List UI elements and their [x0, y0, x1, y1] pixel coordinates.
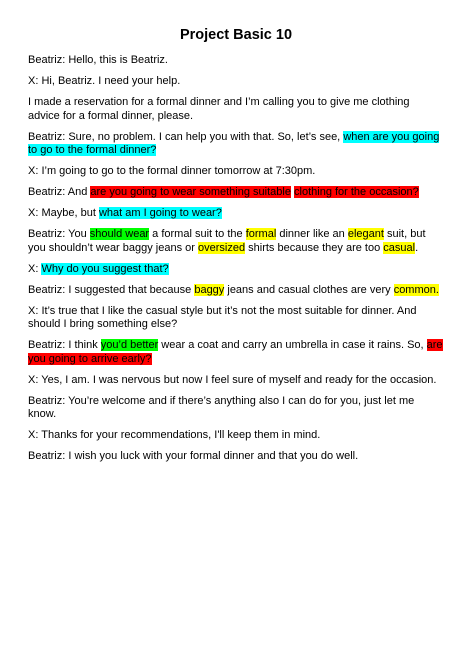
highlighted-text-yellow: baggy	[194, 283, 225, 296]
dialogue-paragraph	[28, 263, 444, 277]
dialogue-text: suit, but you shouldn’t wear baggy jeans or	[28, 228, 426, 254]
dialogue-text: Beatriz: You’re welcome and if there’s anything also I can do for you, just let me know.	[28, 394, 415, 420]
dialogue-text: Beatriz: I wish you luck with your formal dinner and that you do well.	[28, 450, 359, 462]
dialogue-text: Beatriz: Sure, no problem. I can help you with that. So, let’s see,	[28, 130, 344, 143]
dialogue-paragraph	[28, 374, 444, 388]
dialogue-paragraph	[28, 305, 444, 332]
highlighted-text-green: should wear	[89, 228, 150, 240]
dialogue-text: dinner like an	[276, 228, 348, 240]
dialogue-text: I made a reservation for a formal dinner and I’m calling you to give me clothing advice for a formal dinner, please.	[28, 96, 410, 122]
dialogue-text: .	[415, 241, 419, 254]
highlighted-text-yellow: formal	[245, 228, 277, 240]
highlighted-text-cyan: Why do you suggest that?	[41, 262, 169, 275]
dialogue-text: Beatriz: You	[28, 228, 90, 240]
dialogue-paragraph	[28, 165, 444, 179]
dialogue-text: Beatriz: Hello, this is Beatriz.	[28, 54, 168, 66]
dialogue-text: Beatriz: I think	[28, 339, 101, 351]
dialogue-text: X: I’m going to go to the formal dinner tomorrow at 7:30pm.	[28, 165, 316, 177]
highlighted-text-cyan: when are you going to go to the formal dinner?	[28, 130, 440, 156]
dialogue-text: X: Hi, Beatriz. I need your help.	[28, 75, 181, 87]
dialogue-text: X:	[28, 262, 42, 275]
dialogue-text: X: Yes, I am. I was nervous but now I feel sure of myself and ready for the occasion.	[28, 373, 437, 386]
highlighted-text-cyan: what am I going to wear?	[98, 207, 222, 219]
dialogue-text: X: Maybe, but	[28, 207, 99, 219]
highlighted-text-red: clothing for the occasion?	[294, 186, 419, 198]
dialogue-text: shirts because they are too	[245, 241, 384, 254]
dialogue-text: X: Thanks for your recommendations, I'll keep them in mind.	[28, 429, 321, 441]
dialogue-paragraph	[28, 186, 444, 200]
dialogue-text: jeans and casual clothes are very	[224, 283, 394, 296]
dialogue-text: Beatriz: I suggested that because	[28, 283, 195, 296]
dialogue-paragraph	[28, 207, 444, 221]
dialogue-text: wear a coat and carry an umbrella in case it rains. So,	[158, 339, 427, 351]
dialogue-body	[28, 54, 444, 464]
dialogue-text: X: It’s true that I like the casual style but it’s not the most suitable for dinner. And should I bring something else?	[28, 304, 417, 330]
page-title: Project Basic 10	[179, 27, 293, 43]
highlighted-text-yellow: common.	[393, 283, 439, 296]
highlighted-text-yellow: casual	[383, 241, 416, 254]
dialogue-paragraph	[28, 75, 444, 89]
dialogue-paragraph	[28, 96, 444, 123]
highlighted-text-red: are you going to wear something suitable	[90, 186, 291, 198]
highlighted-text-green: you’d better	[100, 339, 159, 351]
highlighted-text-yellow: elegant	[347, 228, 384, 240]
highlighted-text-red: are you going to arrive early?	[28, 339, 443, 365]
dialogue-text: Beatriz: And	[28, 186, 91, 198]
dialogue-paragraph	[28, 395, 444, 422]
dialogue-paragraph	[28, 450, 444, 464]
dialogue-paragraph	[28, 54, 444, 68]
dialogue-paragraph	[28, 284, 444, 298]
dialogue-paragraph	[28, 228, 444, 255]
dialogue-text: a formal suit to the	[149, 228, 246, 240]
dialogue-paragraph	[28, 429, 444, 443]
highlighted-text-yellow: oversized	[198, 241, 246, 254]
dialogue-paragraph	[28, 339, 444, 366]
dialogue-paragraph	[28, 131, 444, 158]
